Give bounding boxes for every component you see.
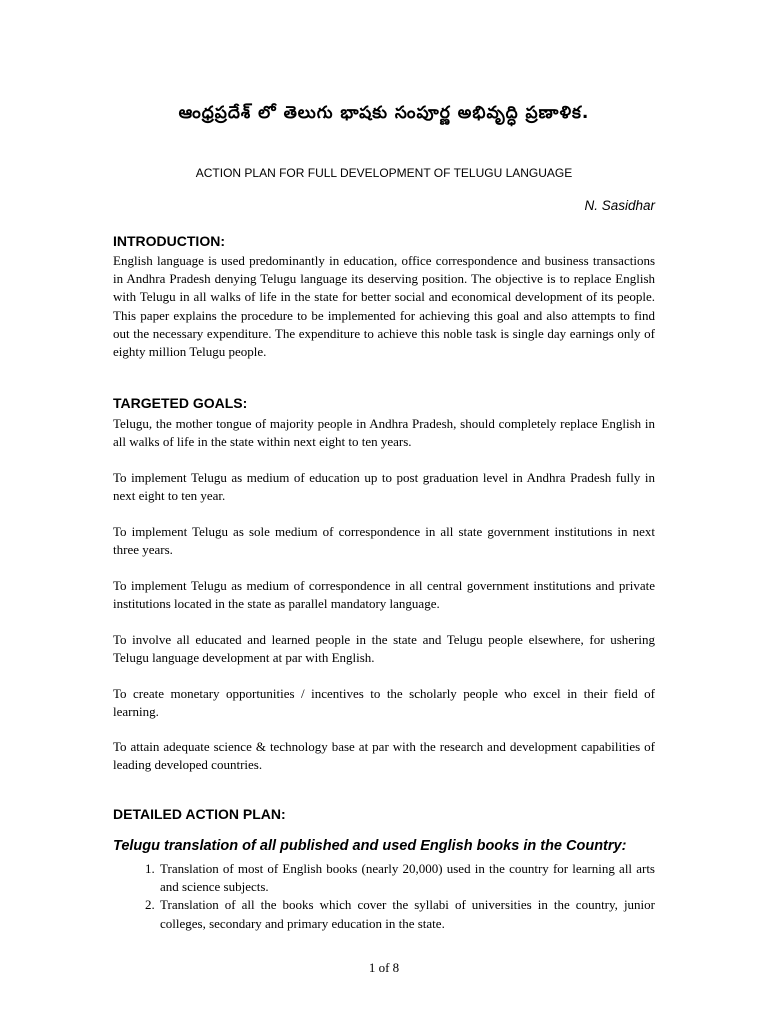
goal-paragraph: To involve all educated and learned people in the state and Telugu people elsewhere, for ushering Telugu language development at par with English. <box>113 632 655 666</box>
list-item: 2. Translation of all the books which cover the syllabi of universities in the country, junior colleges, secondary and primary education in the state. <box>158 896 655 932</box>
action-plan-list <box>113 860 655 933</box>
english-title: ACTION PLAN FOR FULL DEVELOPMENT OF TELUGU LANGUAGE <box>195 166 573 180</box>
page-number: 1 of 8 <box>368 960 400 975</box>
goal-paragraph: To attain adequate science & technology base at par with the research and development capabilities of leading developed countries. <box>113 739 655 773</box>
introduction-paragraph: English language is used predominantly in education, office correspondence and business transactions in Andhra Pradesh denying Telugu language its deserving position. The objective is to replace English with Telugu in all walks of life in the state for better social and economical development of its people. This paper explains the procedure to be implemented for achieving this goal and also attempts to find out the necessary expenditure. The expenditure to achieve this noble task is single day earnings only of eighty million Telugu people. <box>113 253 655 360</box>
author-name: N. Sasidhar <box>584 198 655 213</box>
telugu-title: ఆంధ్రప్రదేశ్ లో తెలుగు భాషకు సంపూర్ణ అభివృద్ధి ప్రణాళిక. <box>178 103 590 123</box>
goal-paragraph: Telugu, the mother tongue of majority people in Andhra Pradesh, should completely replace English in all walks of life in the state within next eight to ten years. <box>113 416 655 450</box>
list-item: 1. Translation of most of English books (nearly 20,000) used in the country for learning all arts and science subjects. <box>158 860 655 896</box>
goal-paragraph: To implement Telugu as medium of education up to post graduation level in Andhra Pradesh fully in next eight to ten year. <box>113 470 655 504</box>
goal-paragraph: To implement Telugu as sole medium of correspondence in all state government institutions in next three years. <box>113 524 655 558</box>
goal-paragraph: To create monetary opportunities / incentives to the scholarly people who excel in their field of learning. <box>113 686 655 720</box>
targeted-goals-heading: TARGETED GOALS: <box>113 395 248 411</box>
introduction-heading: INTRODUCTION: <box>113 233 225 249</box>
detailed-action-plan-heading: DETAILED ACTION PLAN: <box>113 806 286 822</box>
goal-paragraph: To implement Telugu as medium of correspondence in all central government institutions and private institutions located in the state as parallel mandatory language. <box>113 578 655 612</box>
translation-subheading: Telugu translation of all published and used English books in the Country: <box>113 838 627 854</box>
